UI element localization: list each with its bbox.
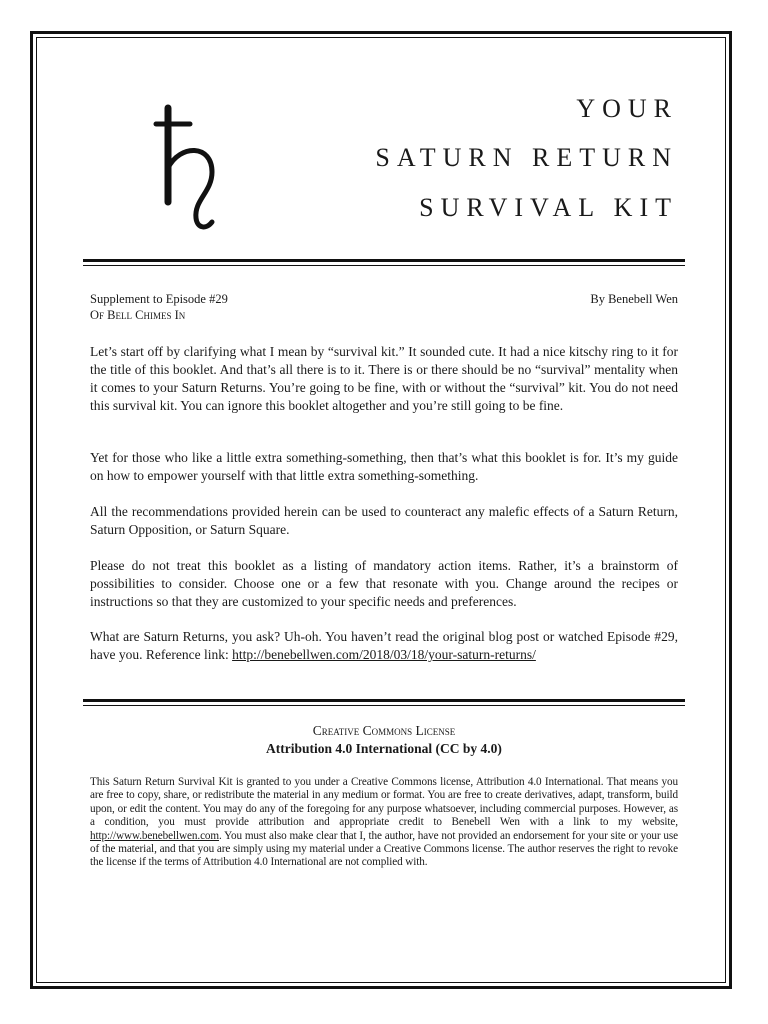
intro-paragraph: Let’s start off by clarifying what I mean by “survival kit.” It sounded cute. It had a nice kitschy ring to it for the title of this booklet. And that’s all there is to it. There is or there should be no “survival” mentality when it comes to your Saturn Returns. You’re going to be fine, with or without the “survival” kit. You do not need this survival kit. You can ignore this booklet altogether and you’re still going to be fine.: [90, 344, 678, 413]
website-link[interactable]: http://www.benebellwen.com: [90, 829, 220, 842]
license-subheading: Attribution 4.0 International (CC by 4.0): [266, 741, 502, 756]
title-line-2: SATURN RETURN: [375, 143, 678, 172]
reference-text: What are Saturn Returns, you ask? Uh-oh. You haven’t read the original blog post or watched Episode #29, have you. Reference link:: [90, 629, 678, 662]
supplement-label: Supplement to Episode #29: [90, 292, 228, 306]
title-line-3: SURVIVAL KIT: [419, 193, 678, 222]
purpose-paragraph: Yet for those who like a little extra something-something, then that’s what this booklet is for. It’s my guide on how to empower yourself with that little extra something-something.: [90, 450, 678, 483]
license-divider-thin: [83, 705, 685, 706]
author-byline: By Benebell Wen: [590, 292, 678, 306]
license-text-part-1: This Saturn Return Survival Kit is granted to you under a Creative Commons license, Attribution 4.0 International. That means you are free to copy, share, or redistribute the material in any medium or format. You are free to create derivatives, adapt, transform, build upon, or edit the content. You may do any of the foregoing for any purpose whatsoever, including commercial purposes. However, as a condition, you must provide attribution and appropriate credit to Benebell Wen with a link to my website,: [90, 776, 678, 829]
usage-paragraph: Please do not treat this booklet as a listing of mandatory action items. Rather, it’s a brainstorm of possibilities to consider. Choose one or a few that resonate with you. Change around the recipes or instructions so that they are customized to your specific needs and preferences.: [90, 558, 678, 609]
reference-paragraph: [90, 628, 678, 664]
license-text: [90, 776, 678, 870]
reference-link[interactable]: http://benebellwen.com/2018/03/18/your-saturn-returns/: [232, 647, 536, 662]
episode-title: Of Bell Chimes In: [90, 308, 186, 322]
header-divider-thin: [83, 265, 685, 266]
saturn-symbol-icon: [150, 96, 230, 236]
supplement-info: [90, 291, 228, 323]
title-line-1: YOUR: [576, 94, 678, 123]
header-divider-thick: [83, 259, 685, 262]
license-divider-thick: [83, 699, 685, 702]
license-text-part-2: . You must also make clear that I, the author, have not provided an endorsement for your site or your use of the material, and that you are simply using my material under a Creative Commons license. The author reserves the right to revoke the license if the terms of Attribution 4.0 International are not complied with.: [90, 829, 678, 869]
recommendations-paragraph: All the recommendations provided herein can be used to counteract any malefic effects of a Saturn Return, Saturn Opposition, or Saturn Square.: [90, 504, 678, 537]
license-heading: Creative Commons License: [312, 723, 456, 738]
